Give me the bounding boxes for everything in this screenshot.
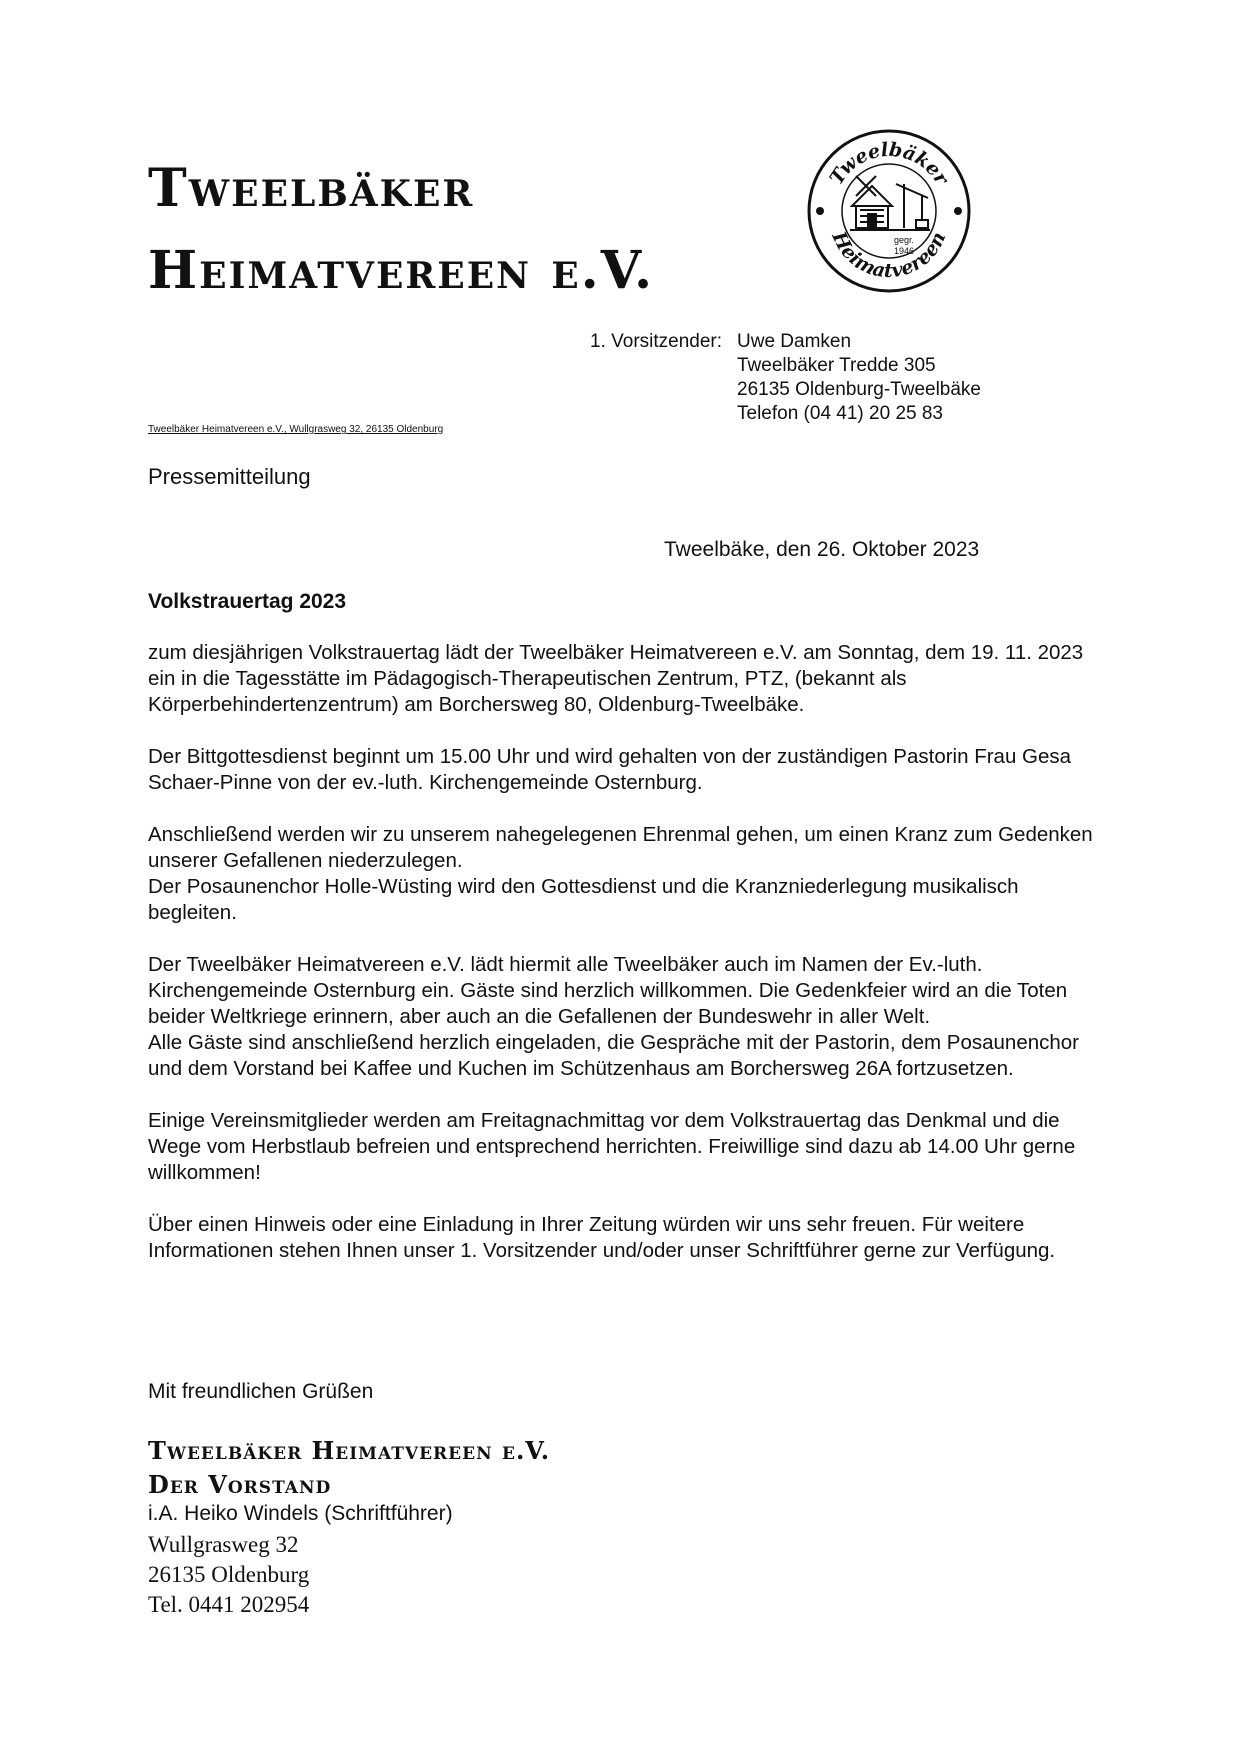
contact-phone: Telefon (04 41) 20 25 83	[737, 403, 943, 424]
svg-text:Heimatvereen	[827, 227, 950, 282]
closing-salutation: Mit freundlichen Grüßen	[148, 1380, 374, 1403]
body-paragraph-4b: Alle Gäste sind anschließend herzlich eingeladen, die Gespräche mit der Pastorin, dem Posaunenchor und dem Vorstand bei Kaffee und Kuchen im Schützenhaus am Borchersweg 26A fortzusetzen.	[148, 1031, 1079, 1080]
contact-city: 26135 Oldenburg-Tweelbäke	[737, 379, 982, 400]
body-paragraph-3b: Der Posaunenchor Holle-Wüsting wird den Gottesdienst und die Kranzniederlegung musikalisch begleiten.	[148, 875, 1019, 924]
club-seal-logo	[804, 126, 974, 296]
letterhead-title-line2: Heimatvereen e.V.	[148, 240, 655, 301]
signature-city: 26135 Oldenburg	[148, 1562, 310, 1587]
contact-role-label: 1. Vorsitzender:	[590, 331, 723, 352]
body-paragraph-6: Über einen Hinweis oder eine Einladung in Ihrer Zeitung würden wir uns sehr freuen. Für weitere Informationen stehen Ihnen unser 1. Vorsitzender und/oder unser Schriftführer gerne zur Verfügung.	[148, 1213, 1056, 1262]
seal-icon	[804, 126, 974, 296]
body-paragraph-3a: Anschließend werden wir zu unserem nahegelegenen Ehrenmal gehen, um einen Kranz zum Gedenken unserer Gefallenen niederzulegen.	[148, 823, 1093, 872]
dateline: Tweelbäke, den 26. Oktober 2023	[664, 538, 980, 561]
document-type: Pressemitteilung	[148, 464, 311, 489]
letterhead-title-line1: Tweelbäker	[148, 158, 475, 219]
seal-founded-year: 1946	[893, 246, 915, 256]
seal-top-text: Tweelbäker	[825, 138, 953, 189]
body-paragraph-4a: Der Tweelbäker Heimatvereen e.V. lädt hiermit alle Tweelbäker auch im Namen der Ev.-luth. Kirchengemeinde Osternburg ein. Gäste sind herzlich willkommen. Die Gedenkfeier wird an die Toten beider Weltkriege erinnern, aber auch an die Gefallenen der Bundeswehr in aller Welt.	[148, 953, 1068, 1028]
sender-address-line: Tweelbäker Heimatvereen e.V., Wullgrasweg 32, 26135 Oldenburg	[148, 424, 444, 435]
well-icon	[896, 184, 928, 228]
subject-heading: Volkstrauertag 2023	[148, 590, 347, 613]
signature-phone: Tel. 0441 202954	[148, 1592, 310, 1617]
contact-name: Uwe Damken	[737, 331, 852, 352]
signature-person: i.A. Heiko Windels (Schriftführer)	[148, 1502, 453, 1525]
seal-founded-label: gegr.	[893, 235, 915, 245]
body-paragraph-1: zum diesjährigen Volkstrauertag lädt der Tweelbäker Heimatvereen e.V. am Sonntag, dem 19. 11. 2023 ein in die Tagesstätte im Pädagogisch-Therapeutischen Zentrum, PTZ, (bekannt als Körperbehindertenzentrum) am Borchersweg 80, Oldenburg-Tweelbäke.	[148, 641, 1084, 716]
body-paragraph-5: Einige Vereinsmitglieder werden am Freitagnachmittag vor dem Volkstrauertag das Denkmal und die Wege vom Herbstlaub befreien und entsprechend herrichten. Freiwillige sind dazu ab 14.00 Uhr gerne willkommen!	[148, 1109, 1076, 1184]
seal-bottom-text: Heimatvereen	[827, 228, 951, 283]
contact-street: Tweelbäker Tredde 305	[737, 355, 936, 376]
body-paragraph-2: Der Bittgottesdienst beginnt um 15.00 Uhr und wird gehalten von der zuständigen Pastorin Frau Gesa Schaer-Pinne von der ev.-luth. Kirchengemeinde Osternburg.	[148, 745, 1072, 794]
signature-board: Der Vorstand	[148, 1470, 332, 1499]
letter-body	[148, 640, 1108, 1290]
signature-org: Tweelbäker Heimatvereen e.V.	[148, 1436, 551, 1465]
signature-street: Wullgrasweg 32	[148, 1532, 299, 1557]
